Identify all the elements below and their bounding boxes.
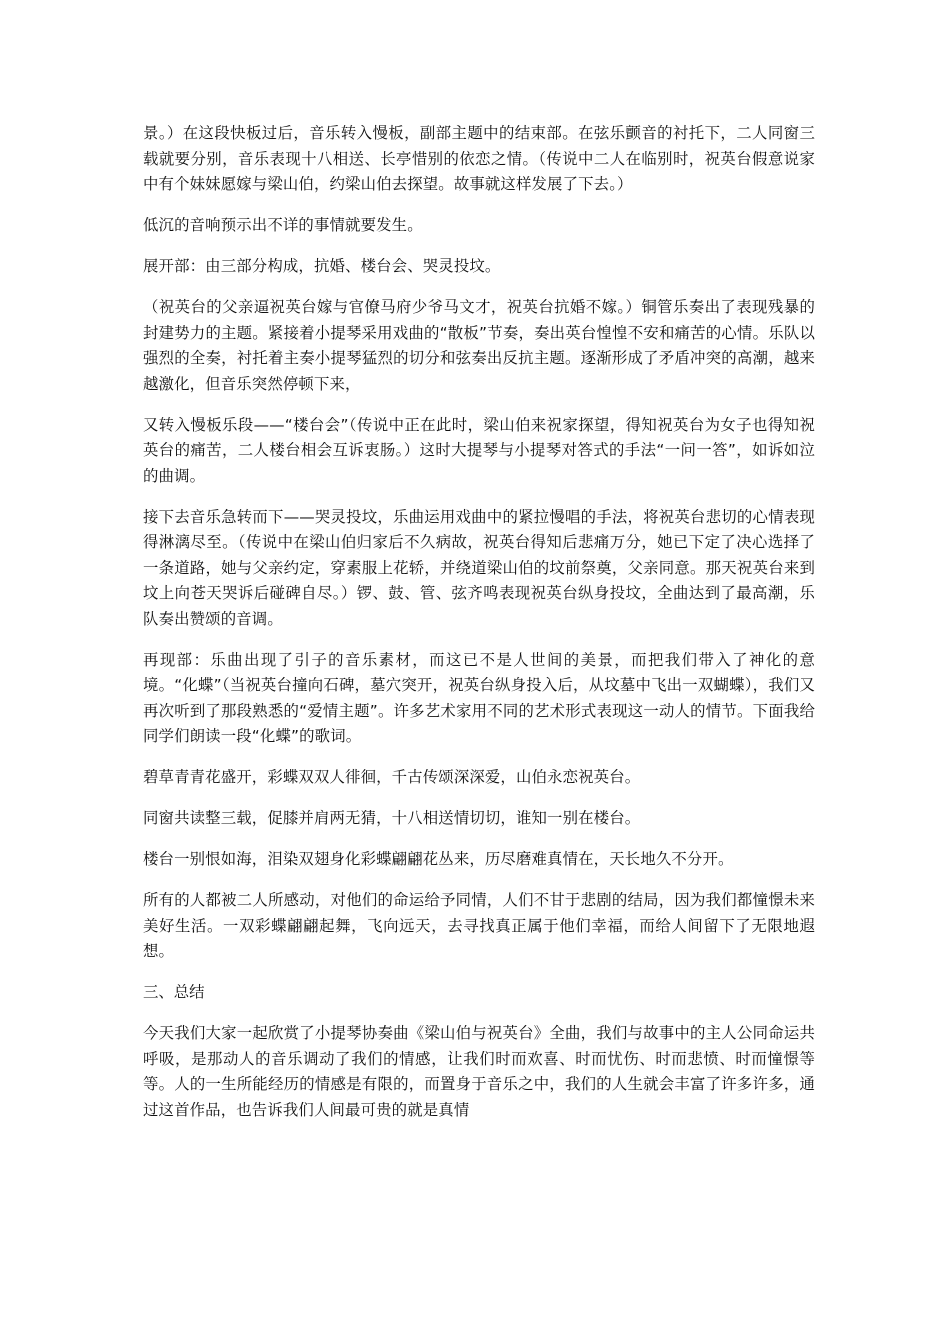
paragraph-slow-movement: 景。）在这段快板过后，音乐转入慢板，副部主题中的结束部。在弦乐颤音的衬托下，二人同窗三载就要分别，音乐表现十八相送、长亭惜别的依恋之情。（传说中二人在临别时，祝英台假意说家中有个妹妹愿嫁与梁山伯，约梁山伯去探望。故事就这样发展了下去。） (143, 124, 815, 193)
paragraph-development-intro: 展开部：由三部分构成，抗婚、楼台会、哭灵投坟。 (143, 257, 501, 275)
document-body (143, 121, 815, 1139)
paragraph-recapitulation: 再现部：乐曲出现了引子的音乐素材，而这已不是人世间的美景，而把我们带入了神化的意境。“化蝶”（当祝英台撞向石碑，墓穴突开，祝英台纵身投入后，从坟墓中飞出一双蝴蝶），我们又再次听到了那段熟悉的“爱情主题”。许多艺术家用不同的艺术形式表现这一动人的情节。下面我给同学们朗读一段“化蝶”的歌词。 (143, 650, 815, 745)
paragraph-mourning-tomb: 接下去音乐急转而下——哭灵投坟，乐曲运用戏曲中的紧拉慢唱的手法，将祝英台悲切的心情表现得淋漓尽至。（传说中在梁山伯归家后不久病故，祝英台得知后悲痛万分，她已下定了决心选择了一条道路，她与父亲约定，穿素服上花轿，并绕道梁山伯的坟前祭奠，父亲同意。那天祝英台来到坟上向苍天哭诉后碰碑自尽。）锣、鼓、管、弦齐鸣表现祝英台纵身投坟，全曲达到了最高潮，乐队奏出赞颂的音调。 (143, 507, 815, 628)
paragraph-resist-marriage: （祝英台的父亲逼祝英台嫁与官僚马府少爷马文才，祝英台抗婚不嫁。）铜管乐奏出了表现残暴的封建势力的主题。紧接着小提琴采用戏曲的“散板”节奏，奏出英台惶惶不安和痛苦的心情。乐队以强烈的全奏，衬托着主奏小提琴猛烈的切分和弦奏出反抗主题。逐渐形成了矛盾冲突的高潮，越来越激化，但音乐突然停顿下来， (143, 298, 815, 393)
paragraph-emotional-response: 所有的人都被二人所感动，对他们的命运给予同情，人们不甘于悲剧的结局，因为我们都憧憬未来美好生活。一双彩蝶翩翩起舞，飞向远天，去寻找真正属于他们幸福，而给人间留下了无限地遐想。 (143, 891, 815, 960)
paragraph-balcony-meeting: 又转入慢板乐段——“楼台会”（传说中正在此时，梁山伯来祝家探望，得知祝英台为女子也得知祝英台的痛苦，二人楼台相会互诉衷肠。）这时大提琴与小提琴对答式的手法“一问一答”，如诉如泣的曲调。 (143, 415, 815, 485)
lyric-line-3: 楼台一别恨如海，泪染双翅身化彩蝶翩翩花丛来，历尽磨难真情在，天长地久不分开。 (143, 850, 734, 868)
section-heading-summary: 三、总结 (143, 983, 205, 1001)
lyric-line-1: 碧草青青花盛开，彩蝶双双人徘徊，千古传颂深深爱，山伯永恋祝英台。 (143, 768, 641, 786)
lyric-line-2: 同窗共读整三载，促膝并肩两无猜，十八相送情切切，谁知一别在楼台。 (143, 809, 641, 827)
paragraph-ominous-sound: 低沉的音响预示出不详的事情就要发生。 (143, 216, 423, 234)
paragraph-conclusion: 今天我们大家一起欣赏了小提琴协奏曲《梁山伯与祝英台》全曲，我们与故事中的主人公同命运共呼吸，是那动人的音乐调动了我们的情感，让我们时而欢喜、时而忧伤、时而悲愤、时而憧憬等等。人的一生所能经历的情感是有限的，而置身于音乐之中，我们的人生就会丰富了许多许多，通过这首作品，也告诉我们人间最可贵的就是真情 (143, 1024, 815, 1119)
